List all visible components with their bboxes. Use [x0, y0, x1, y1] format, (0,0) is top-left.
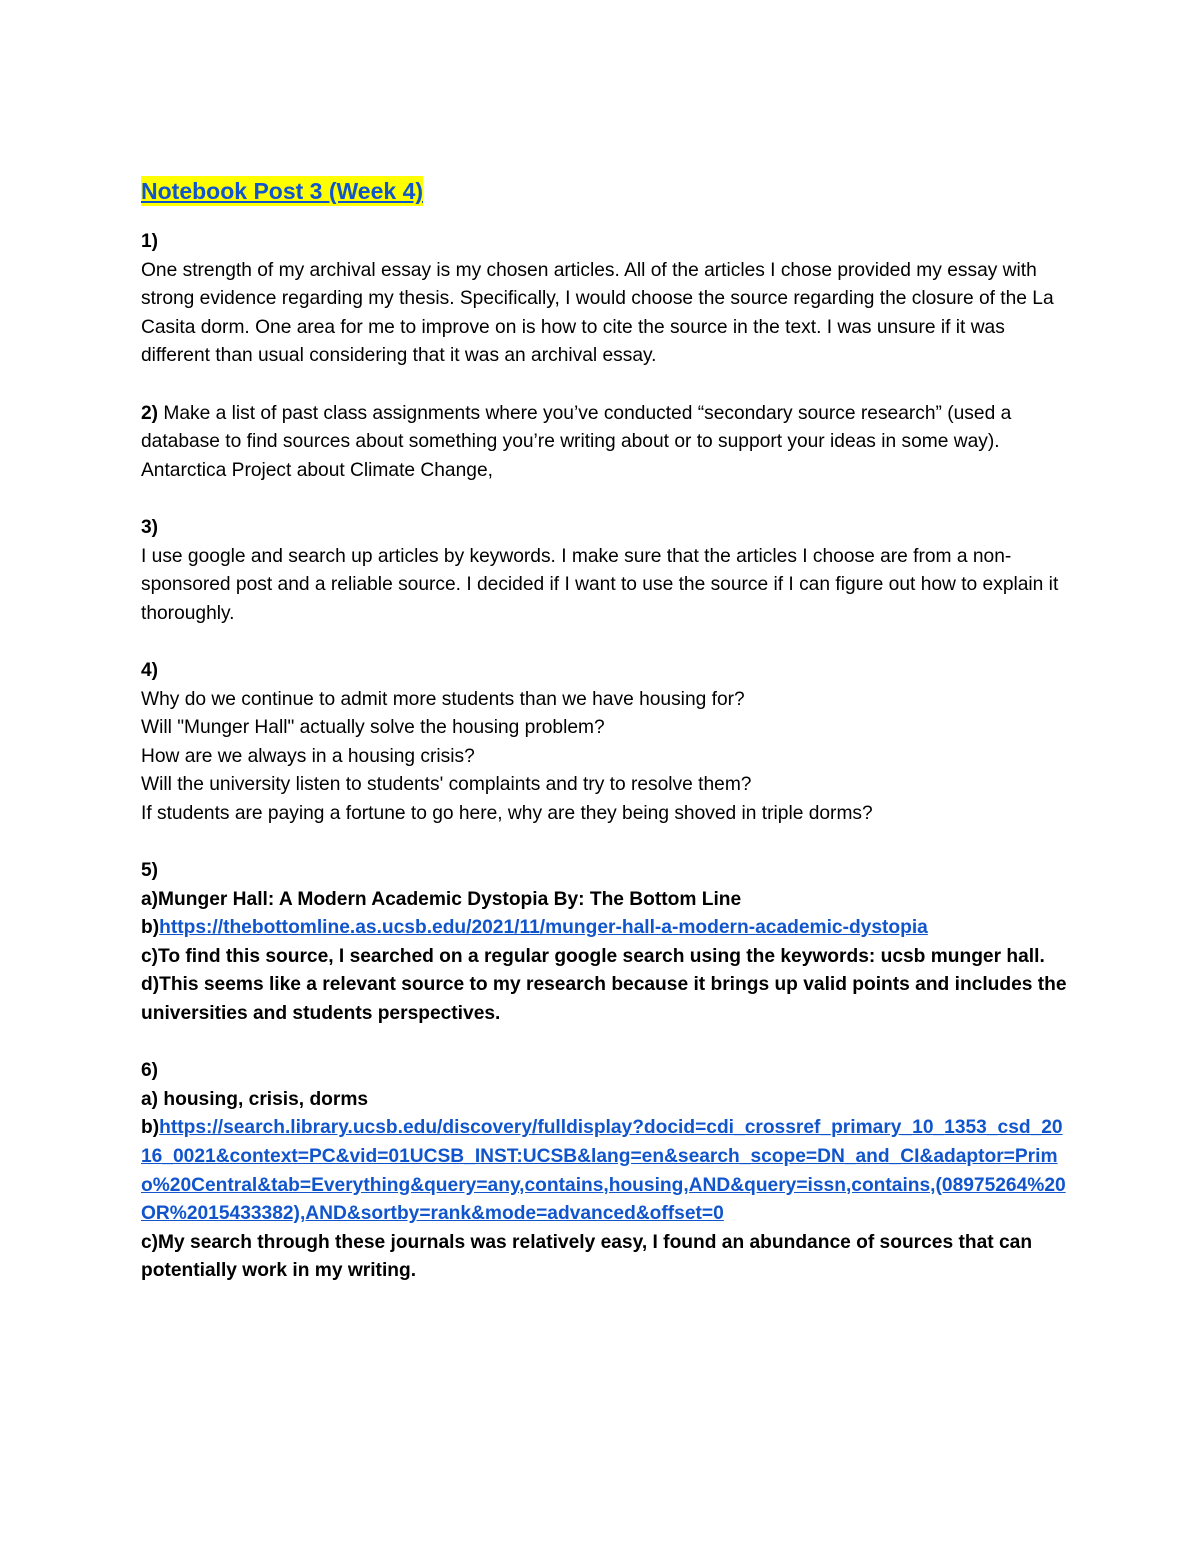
question-6-part-b-prefix: b) — [141, 1117, 160, 1139]
research-question: How are we always in a housing crisis? — [141, 745, 475, 767]
research-question: Will the university listen to students' complaints and try to resolve them? — [141, 774, 752, 796]
question-6-section — [141, 1057, 1071, 1286]
question-6-part-b — [141, 1114, 1071, 1228]
question-3-section — [141, 514, 1071, 628]
research-question: Will "Munger Hall" actually solve the housing problem? — [141, 717, 605, 739]
question-1-answer: One strength of my archival essay is my chosen articles. All of the articles I chose provided my essay with strong evidence regarding my thesis. Specifically, I would choose the source regarding the closure of the La Casita dorm. One area for me to improve on is how to cite the source in the text. I was unsure if it was different than usual considering that it was an archival essay. — [141, 259, 1054, 367]
question-1-section — [141, 228, 1071, 371]
question-5-part-b — [141, 914, 1071, 943]
library-search-link[interactable]: https://search.library.ucsb.edu/discovery/fulldisplay?docid=cdi_crossref_primary_10_1353_csd_2016_0021&context=PC&vid=01UCSB_INST:UCSB&lang=en&search_scope=DN_and_CI&adaptor=Primo%20Central&tab=Everything&query=any,contains,housing,AND&query=issn,contains,(08975264%20OR%2015433382),AND&sortby=rank&mode=advanced&offset=0 — [141, 1117, 1066, 1225]
question-3-answer: I use google and search up articles by keywords. I make sure that the articles I choose are from a non-sponsored post and a reliable source. I decided if I want to use the source if I can figure out how to explain it thoroughly. — [141, 545, 1059, 624]
document-page — [141, 168, 1071, 1315]
question-5-section — [141, 857, 1071, 1029]
question-5-number: 5) — [141, 860, 159, 882]
research-question: If students are paying a fortune to go here, why are they being shoved in triple dorms? — [141, 802, 873, 824]
question-6-number: 6) — [141, 1060, 159, 1082]
question-4-number: 4) — [141, 659, 159, 681]
question-2-number: 2) — [141, 402, 159, 424]
research-question: Why do we continue to admit more students than we have housing for? — [141, 688, 745, 710]
question-1-number: 1) — [141, 231, 159, 252]
question-6-part-a: a) housing, crisis, dorms — [141, 1088, 369, 1110]
question-5-part-c: c)To find this source, I searched on a regular google search using the keywords: ucsb munger hall. — [141, 945, 1045, 967]
question-5-part-b-prefix: b) — [141, 917, 160, 939]
question-3-number: 3) — [141, 516, 159, 538]
question-5-part-d: d)This seems like a relevant source to my research because it brings up valid points and includes the universities and students perspectives. — [141, 974, 1067, 1025]
question-5-part-a: a)Munger Hall: A Modern Academic Dystopia By: The Bottom Line — [141, 888, 742, 910]
question-2-answer: Antarctica Project about Climate Change, — [141, 459, 493, 481]
question-6-part-c: c)My search through these journals was relatively easy, I found an abundance of sources that can potentially work in my writing. — [141, 1231, 1033, 1282]
question-2-prompt-text: Make a list of past class assignments where you’ve conducted “secondary source research” (used a database to find sources about something you’re writing about or to support your ideas in some way). — [141, 402, 1012, 453]
question-2-section — [141, 400, 1071, 486]
question-4-section — [141, 657, 1071, 829]
question-2-prompt — [141, 400, 1071, 457]
source-link[interactable]: https://thebottomline.as.ucsb.edu/2021/11/munger-hall-a-modern-academic-dystopia — [159, 917, 928, 939]
document-title — [141, 168, 1071, 214]
document-title-text: Notebook Post 3 (Week 4) — [141, 178, 424, 204]
